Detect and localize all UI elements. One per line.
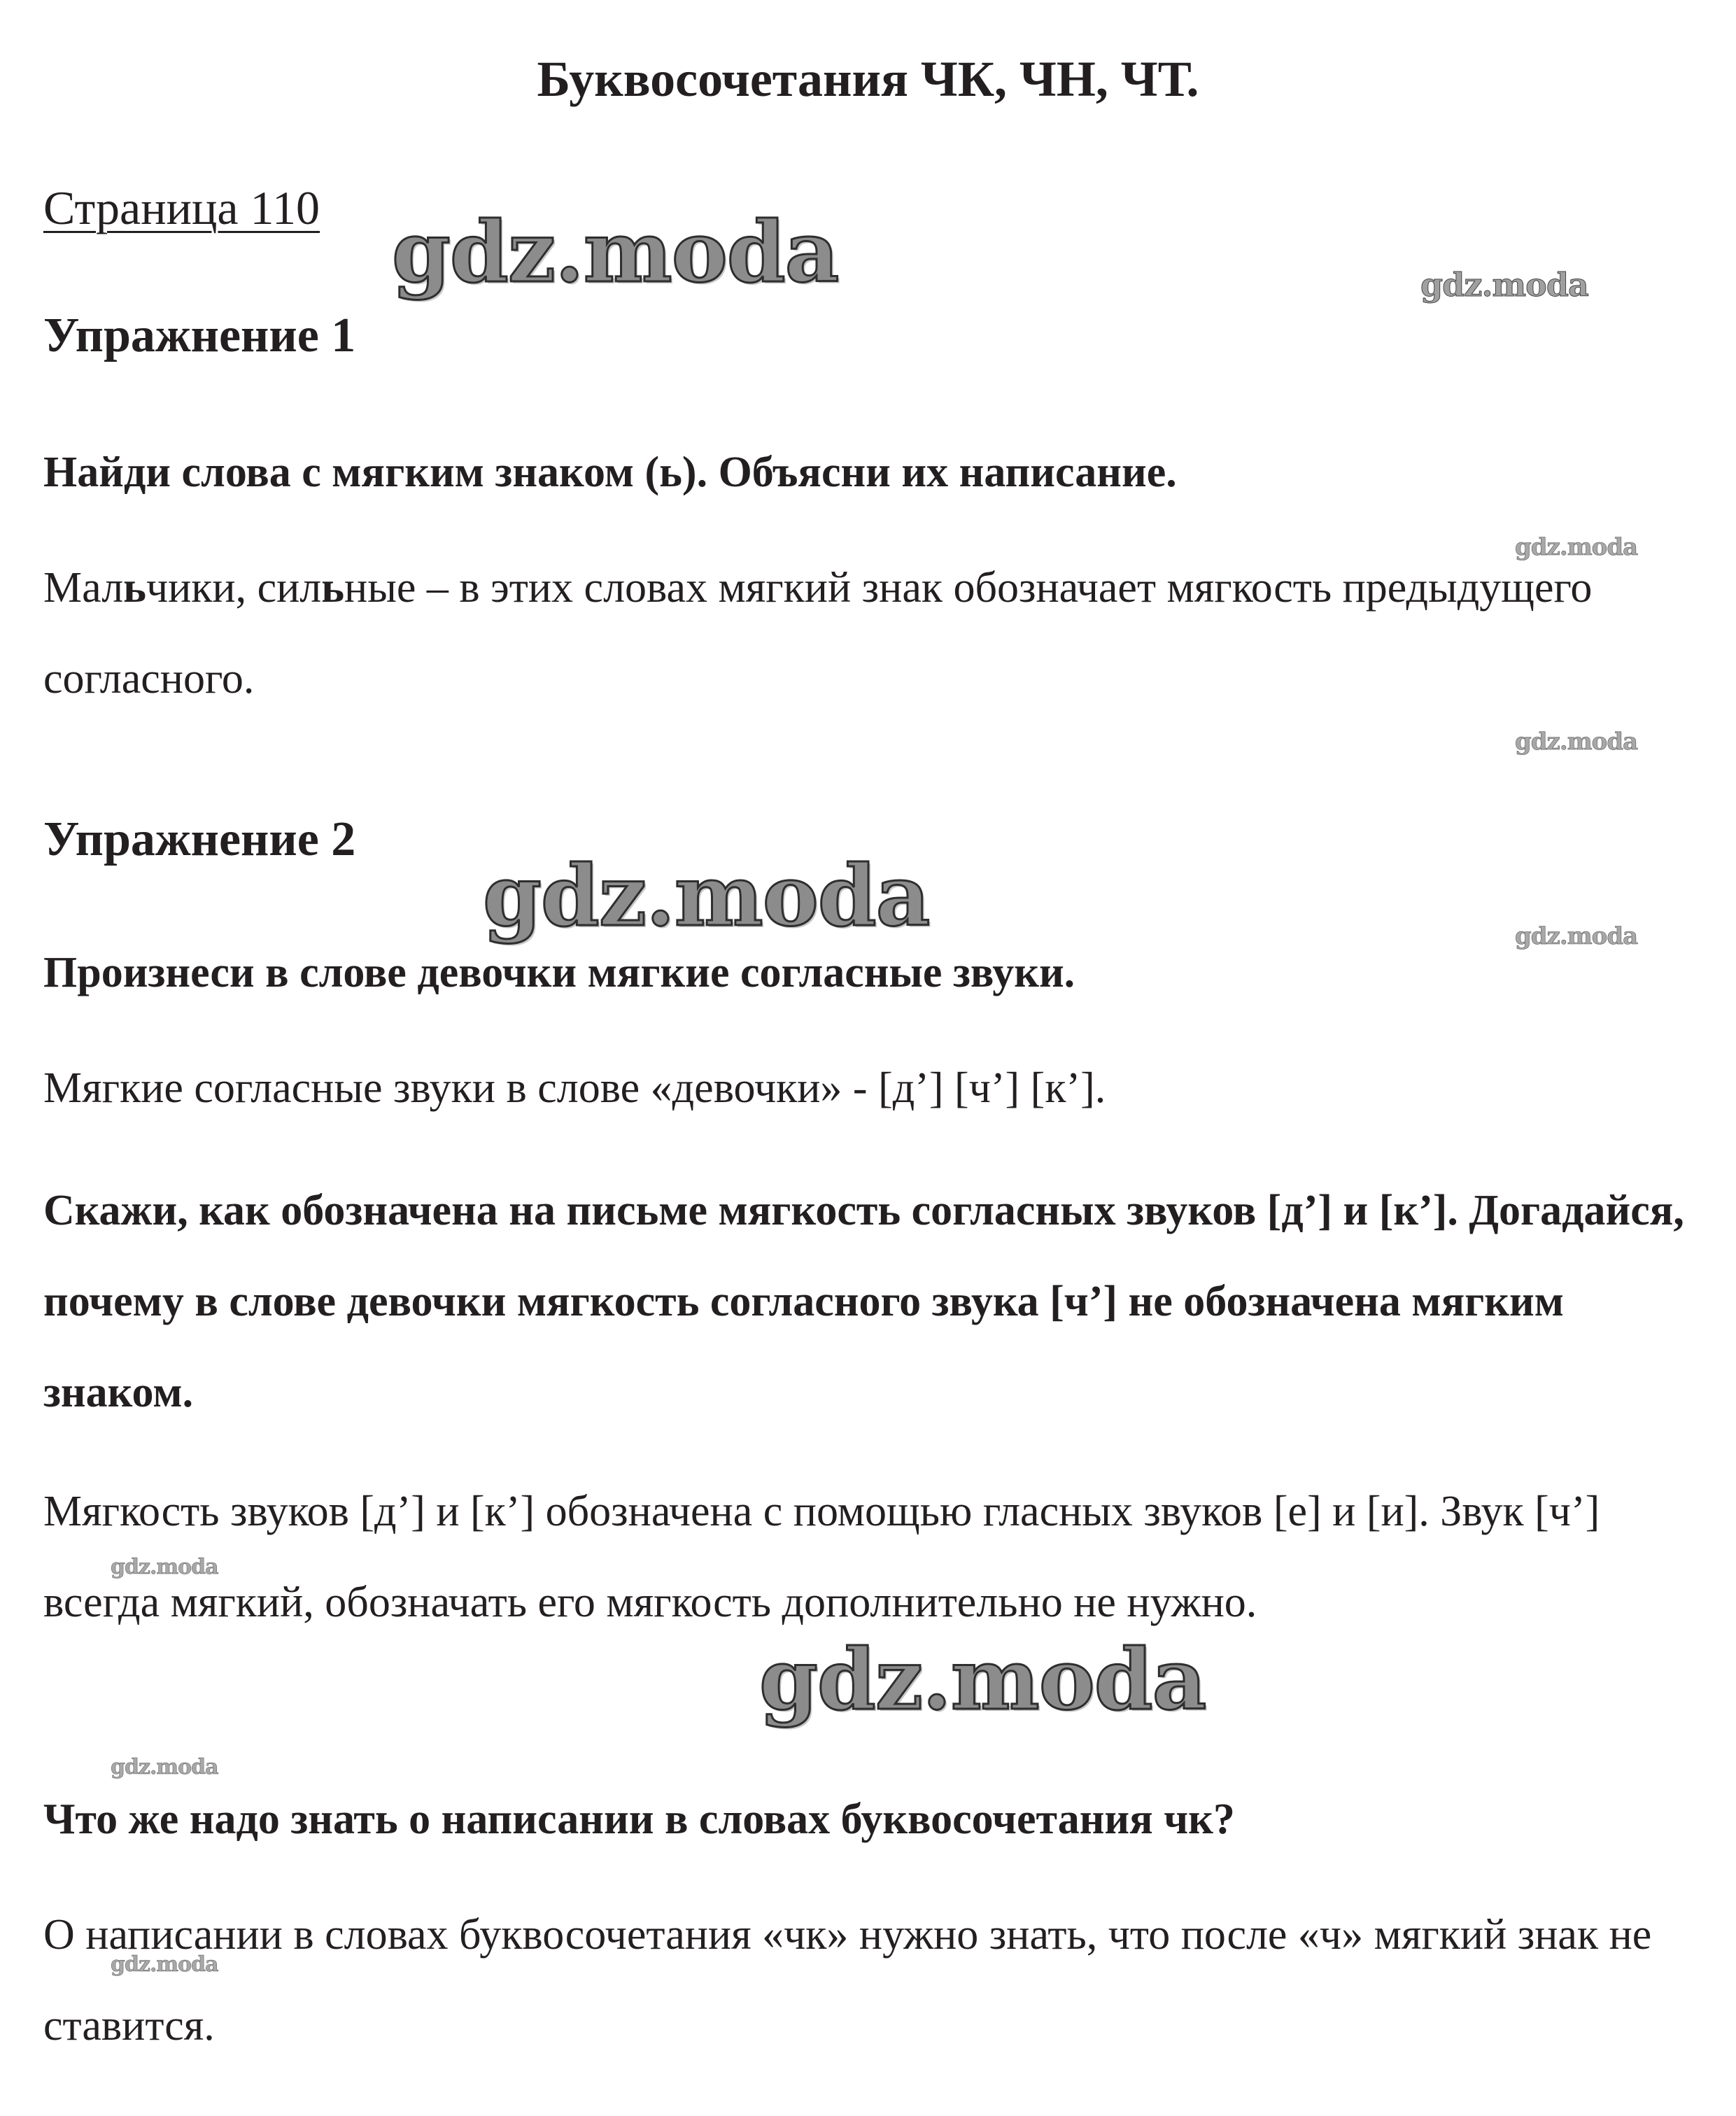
watermark-logo: gdz.moda: [1515, 533, 1638, 561]
soft-sign-highlight: ь: [321, 564, 345, 612]
watermark-logo: gdz.moda: [392, 203, 839, 302]
answer-text: чики, сил: [146, 564, 322, 612]
watermark-logo: gdz.moda: [111, 1755, 218, 1779]
watermark-logo: gdz.moda: [1515, 922, 1638, 950]
exercise-2-answer-1: Мягкие согласные звуки в слове «девочки» - [д’] [ч’] [к’].: [43, 1064, 1106, 1112]
exercise-2-heading: Упражнение 2: [43, 812, 356, 866]
exercise-2-task-3: Что же надо знать о написании в словах буквосочетания чк?: [43, 1796, 1235, 1843]
watermark-logo: gdz.moda: [111, 1555, 218, 1579]
page-reference: Страница 110: [43, 181, 320, 234]
watermark-logo: gdz.moda: [111, 1952, 218, 1977]
exercise-2-answer-3: О написании в словах буквосочетания «чк» нужно знать, что после «ч» мягкий знак не ставится.: [43, 1911, 1652, 2050]
watermark-logo: gdz.moda: [1515, 728, 1638, 756]
exercise-2-task-1: Произнеси в слове девочки мягкие согласные звуки.: [43, 949, 1075, 996]
page-title: Буквосочетания ЧК, ЧН, ЧТ.: [537, 51, 1199, 107]
watermark-logo: gdz.moda: [483, 847, 930, 945]
exercise-1-answer: [43, 542, 1695, 724]
exercise-1-task: Найди слова с мягким знаком (ь). Объясни их написание.: [43, 449, 1177, 496]
answer-text: ные – в этих словах мягкий знак обозначает мягкость предыдущего согласного.: [43, 564, 1593, 703]
answer-text: Мал: [43, 564, 124, 612]
watermark-logo: gdz.moda: [1420, 266, 1588, 304]
exercise-2-answer-2: Мягкость звуков [д’] и [к’] обозначена с помощью гласных звуков [е] и [и]. Звук [ч’] всегда мягкий, обозначать его мягкость дополнительно не нужно.: [43, 1488, 1600, 1626]
exercise-2-task-2: Скажи, как обозначена на письме мягкость согласных звуков [д’] и [к’]. Догадайся, почему в слове девочки мягкость согласного звука [ч’] не обозначена мягким знаком.: [43, 1187, 1684, 1416]
soft-sign-highlight: ь: [123, 564, 146, 612]
watermark-logo: gdz.moda: [759, 1630, 1206, 1729]
exercise-1-heading: Упражнение 1: [43, 309, 356, 362]
